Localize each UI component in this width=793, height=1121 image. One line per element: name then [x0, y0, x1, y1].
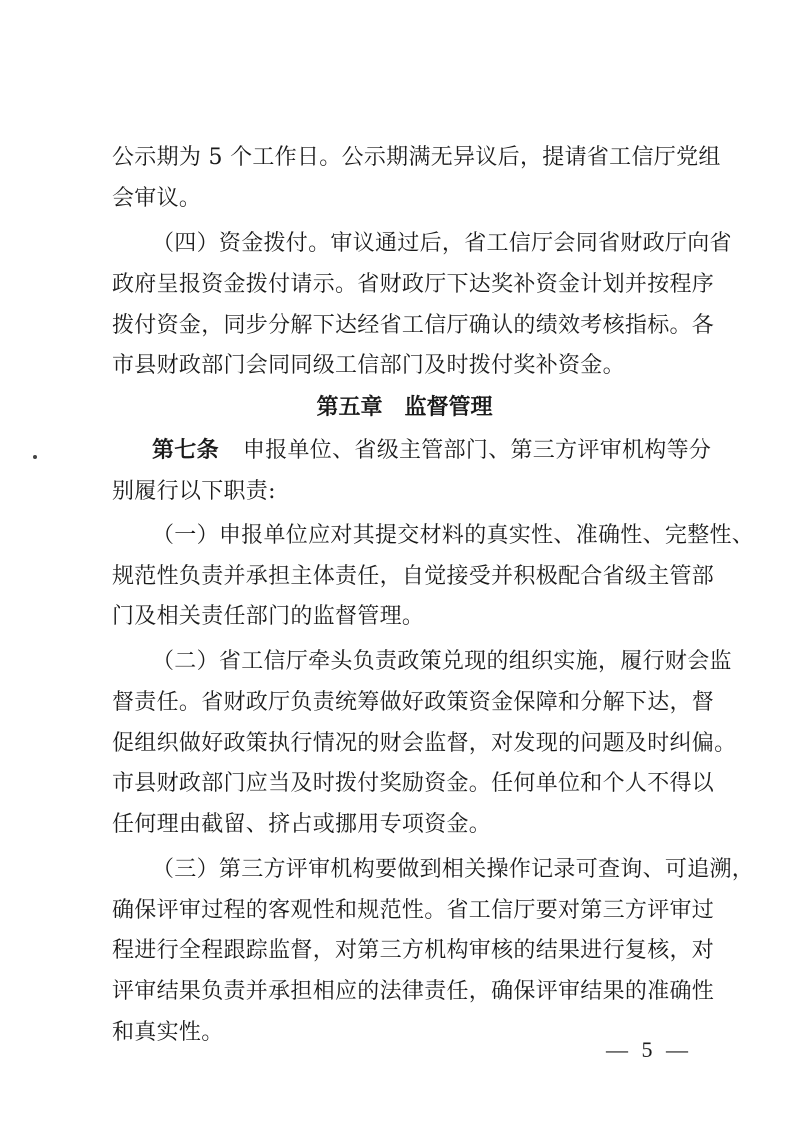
paragraph-line: 公示期为 5 个工作日。公示期满无异议后，提请省工信厅党组	[112, 145, 721, 170]
paragraph-line: 促组织做好政策执行情况的财会监督，对发现的问题及时纠偏。	[112, 731, 737, 756]
paragraph-line: 和真实性。	[112, 1020, 224, 1045]
page-number: — 5 —	[606, 1037, 692, 1062]
paragraph-line: 规范性负责并承担主体责任，自觉接受并积极配合省级主管部	[112, 564, 715, 589]
paragraph-line: 拨付资金，同步分解下达经省工信厅确认的绩效考核指标。各	[112, 313, 715, 338]
paragraph-line: 会审议。	[112, 186, 202, 211]
paragraph-line: 市县财政部门会同同级工信部门及时拨付奖补资金。	[112, 353, 625, 378]
paragraph-line: 程进行全程跟踪监督，对第三方机构审核的结果进行复核，对	[112, 938, 715, 963]
paragraph-line: （二）省工信厅牵头负责政策兑现的组织实施，履行财会监	[152, 649, 732, 674]
paragraph-line: 评审结果负责并承担相应的法律责任，确保评审结果的准确性	[112, 979, 715, 1004]
paragraph-line: 政府呈报资金拨付请示。省财政厅下达奖补资金计划并按程序	[112, 272, 715, 297]
article-text: 申报单位、省级主管部门、第三方评审机构等分	[242, 438, 712, 463]
paragraph-line: 确保评审过程的客观性和规范性。省工信厅要对第三方评审过	[112, 898, 715, 923]
article-label: 第七条	[152, 438, 219, 463]
paragraph-line: （一）申报单位应对其提交材料的真实性、准确性、完整性、	[152, 523, 755, 548]
paragraph-line: （四）资金拨付。审议通过后，省工信厅会同省财政厅向省	[152, 231, 732, 256]
paragraph-line: 别履行以下职责:	[112, 479, 276, 504]
paragraph-line: 任何理由截留、挤占或挪用专项资金。	[112, 812, 492, 837]
article-first-line	[152, 437, 712, 465]
chapter-heading: 第五章 监督管理	[316, 395, 493, 420]
paragraph-line: 市县财政部门应当及时拨付奖励资金。任何单位和个人不得以	[112, 771, 715, 796]
paragraph-line: 督责任。省财政厅负责统筹做好政策资金保障和分解下达，督	[112, 690, 715, 715]
paragraph-line: （三）第三方评审机构要做到相关操作记录可查询、可追溯，	[152, 857, 755, 882]
paragraph-line: 门及相关责任部门的监督管理。	[112, 604, 425, 629]
scan-speck	[33, 455, 37, 459]
